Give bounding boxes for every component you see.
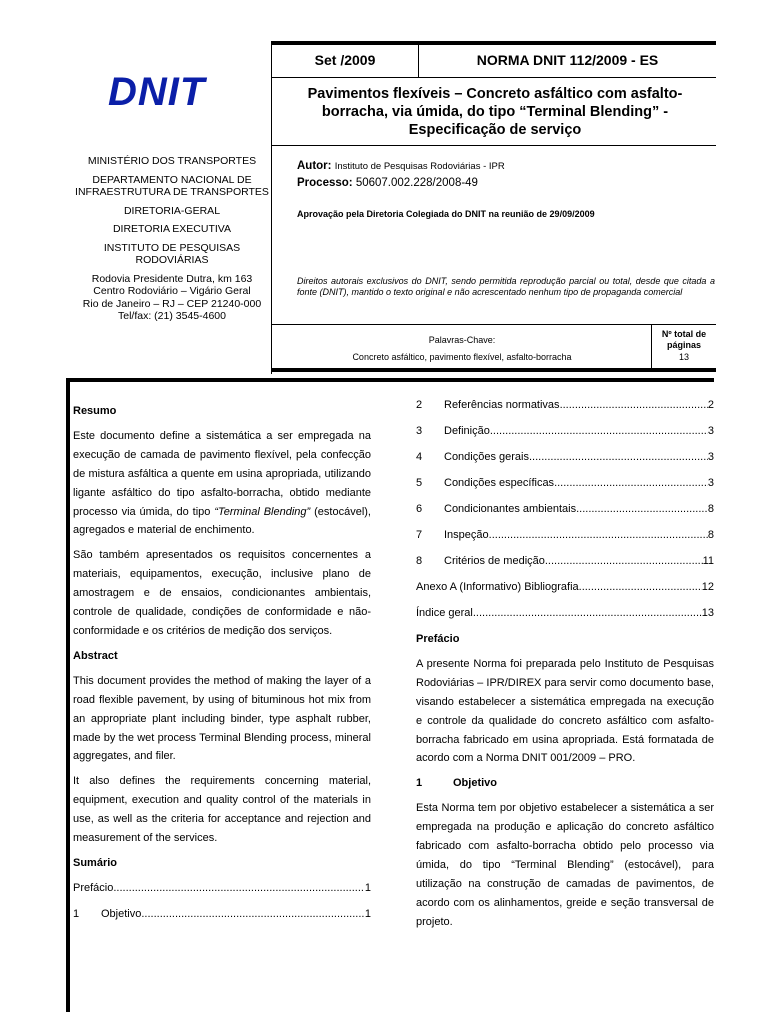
toc-entry[interactable] <box>416 396 714 415</box>
toc-entry[interactable] <box>73 879 371 898</box>
toc-leader <box>473 604 702 623</box>
keywords-top-rule <box>272 324 716 325</box>
body-left-rule <box>66 378 70 1012</box>
address-line: Rio de Janeiro – RJ – CEP 21240-000 <box>82 297 262 310</box>
toc-label: Índice geral <box>416 607 473 619</box>
section-title: Objetivo <box>453 777 498 790</box>
toc-leader <box>576 500 708 519</box>
address-line: Centro Rodoviário – Vigário Geral <box>93 285 251 297</box>
toc-leader <box>141 905 365 924</box>
approval-text: Aprovação pela Diretoria Colegiada do DNIT na reunião de 29/09/2009 <box>297 209 595 219</box>
toc-entry[interactable] <box>416 552 714 571</box>
resumo-italic: “Terminal Blending” <box>214 505 311 518</box>
author-row <box>297 158 717 175</box>
resumo-paragraph: São também apresentados os requisitos concernentes a materiais, equipamentos, execução, inclusive plano de amostragem e de ensaios, condicionantes ambientais, controle de qualidade, condições de conformidade e não-conformidade e os critérios de medição dos serviços. <box>73 549 371 637</box>
sumario-heading: Sumário <box>73 856 118 869</box>
toc-label: Anexo A (Informativo) Bibliografia <box>416 581 579 593</box>
toc-label: Inspeção <box>444 529 489 541</box>
toc-label: Critérios de medição <box>444 555 545 567</box>
abstract-paragraph: This document provides the method of making the layer of a road flexible pavement, by using of bituminous hot mix from an appropriate plant including binder, type asphalt rubber, made by the wet process Terminal Blending process, mineral aggregates, and filer. <box>73 674 371 763</box>
toc-page: 3 <box>707 425 714 437</box>
toc-label: Prefácio <box>73 881 114 894</box>
document-date: Set /2009 <box>314 52 376 68</box>
resumo-heading: Resumo <box>73 405 117 417</box>
toc-page: 1 <box>364 881 371 894</box>
dnit-logo: DNIT <box>108 70 206 114</box>
abstract-paragraph: It also defines the requirements concerning material, equipment, execution and quality control of the materials in use, as well as the criteria for acceptance and rejection and measurement of the services. <box>73 775 371 845</box>
left-column <box>73 402 371 924</box>
toc-number: 5 <box>416 477 423 489</box>
address-line: Rodovia Presidente Dutra, km 163 <box>91 272 253 285</box>
header-top-rule <box>272 41 716 45</box>
toc-leader <box>560 396 708 415</box>
toc-page: 8 <box>707 529 714 541</box>
toc-number: 3 <box>416 425 423 437</box>
ministry-line: DEPARTAMENTO NACIONAL DE INFRAESTRUTURA DE TRANSPORTES <box>75 173 269 198</box>
toc-label: Condicionantes ambientais <box>444 503 577 515</box>
resumo-paragraph <box>73 427 371 540</box>
toc-leader <box>489 526 708 545</box>
toc-entry[interactable] <box>416 474 714 493</box>
toc-page: 11 <box>702 555 714 567</box>
abstract-heading: Abstract <box>73 649 118 662</box>
toc-label: Condições específicas <box>444 477 555 489</box>
toc-page: 13 <box>701 607 714 619</box>
toc-number: 1 <box>73 907 80 920</box>
prefacio-paragraph: A presente Norma foi preparada pelo Instituto de Pesquisas Rodoviárias – IPR/DIREX para servir como documento base, visando estabelecer a sistemática empregada na execução e controle da qualidade do concreto asfáltico com asfalto-borracha fabricado em usina apropriada. Está formatada de acordo com a Norma DNIT 001/2009 – PRO. <box>416 657 714 765</box>
process-label: Processo: <box>297 177 353 189</box>
toc-page: 1 <box>364 907 371 920</box>
pages-value: 13 <box>678 352 689 362</box>
norm-number: NORMA DNIT 112/2009 - ES <box>476 52 659 68</box>
toc-entry[interactable] <box>416 448 714 467</box>
address-line: Tel/fax: (21) 3545-4600 <box>118 310 226 322</box>
toc-entry[interactable] <box>416 422 714 441</box>
header-title-divider <box>272 145 716 146</box>
toc-leader <box>554 474 708 493</box>
author-value: Instituto de Pesquisas Rodoviárias - IPR <box>334 161 505 172</box>
toc-leader <box>113 879 365 898</box>
process-row <box>297 175 717 192</box>
address-block <box>70 273 274 323</box>
ministry-line: DIRETORIA-GERAL <box>123 204 221 217</box>
toc-entry[interactable] <box>416 578 714 597</box>
toc-page: 3 <box>707 451 714 463</box>
header-bottom-rule <box>272 368 716 372</box>
toc-leader <box>490 422 708 441</box>
toc-page: 8 <box>707 503 714 515</box>
right-column <box>416 396 714 938</box>
toc-leader <box>545 552 703 571</box>
pages-label: Nº total de páginas <box>661 329 707 350</box>
toc-leader <box>579 578 702 597</box>
process-value: 50607.002.228/2008-49 <box>355 177 478 189</box>
toc-page: 3 <box>707 477 714 489</box>
copyright-notice: Direitos autorais exclusivos do DNIT, sendo permitida reprodução parcial ou total, desde que citada a fonte (DNIT), mantido o texto original e não acrescentado nenhum tipo de propaganda comercial <box>297 276 715 297</box>
document-title: Pavimentos flexíveis – Concreto asfáltico com asfalto-borracha, via úmida, do tipo “Terminal Blending” - Especificação de serviço <box>307 86 683 138</box>
toc-page: 2 <box>707 399 714 411</box>
toc-number: 2 <box>416 399 423 411</box>
toc-page: 12 <box>701 581 714 593</box>
objetivo-paragraph: Esta Norma tem por objetivo estabelecer a sistemática a ser empregada na produção e aplicação do concreto asfáltico fabricado com asfalto-borracha obtido pelo processo via úmida, do tipo “Terminal Blending” (estocável), para utilização na construção de camadas de pavimentos, de acordo com os alinhamentos, greide e seção transversal de projeto. <box>416 802 714 928</box>
toc-number: 4 <box>416 451 423 463</box>
author-block <box>297 158 717 192</box>
body-top-rule <box>66 378 714 382</box>
toc-label: Referências normativas <box>444 399 560 411</box>
resumo-text: (estocável), agregados e material de enchimento. <box>73 505 371 537</box>
prefacio-heading: Prefácio <box>416 633 460 645</box>
toc-label: Definição <box>444 425 490 437</box>
resumo-text: Este documento define a sistemática a ser empregada na execução de camada de pavimento flexível, pela confecção de mistura asfáltica a quente em usina apropriada, utilizando ligante asfáltico do tipo asfalto-borracha, obtido mediante processo via úmida, do tipo <box>73 429 371 518</box>
author-label: Autor: <box>297 160 332 172</box>
toc-entry[interactable] <box>416 500 714 519</box>
keywords-value: Concreto asfáltico, pavimento flexível, asfalto-borracha <box>352 352 572 362</box>
ministry-line: MINISTÉRIO DOS TRANSPORTES <box>87 155 257 167</box>
ministry-block <box>70 155 274 323</box>
ministry-line: DIRETORIA EXECUTIVA <box>112 223 232 235</box>
keywords-label: Palavras-Chave: <box>428 335 496 345</box>
toc-number: 8 <box>416 555 423 567</box>
toc-label: Condições gerais <box>444 451 529 463</box>
toc-number: 6 <box>416 503 423 515</box>
toc-number: 7 <box>416 529 423 541</box>
toc-entry[interactable] <box>416 604 714 623</box>
toc-leader <box>529 448 708 467</box>
toc-label: Objetivo <box>101 907 142 920</box>
toc-entry[interactable] <box>416 526 714 545</box>
section-number: 1 <box>416 777 423 790</box>
ministry-line: INSTITUTO DE PESQUISAS RODOVIÁRIAS <box>103 241 241 266</box>
toc-entry[interactable] <box>73 905 371 924</box>
objetivo-heading <box>416 774 714 793</box>
header-row-divider <box>272 77 716 78</box>
